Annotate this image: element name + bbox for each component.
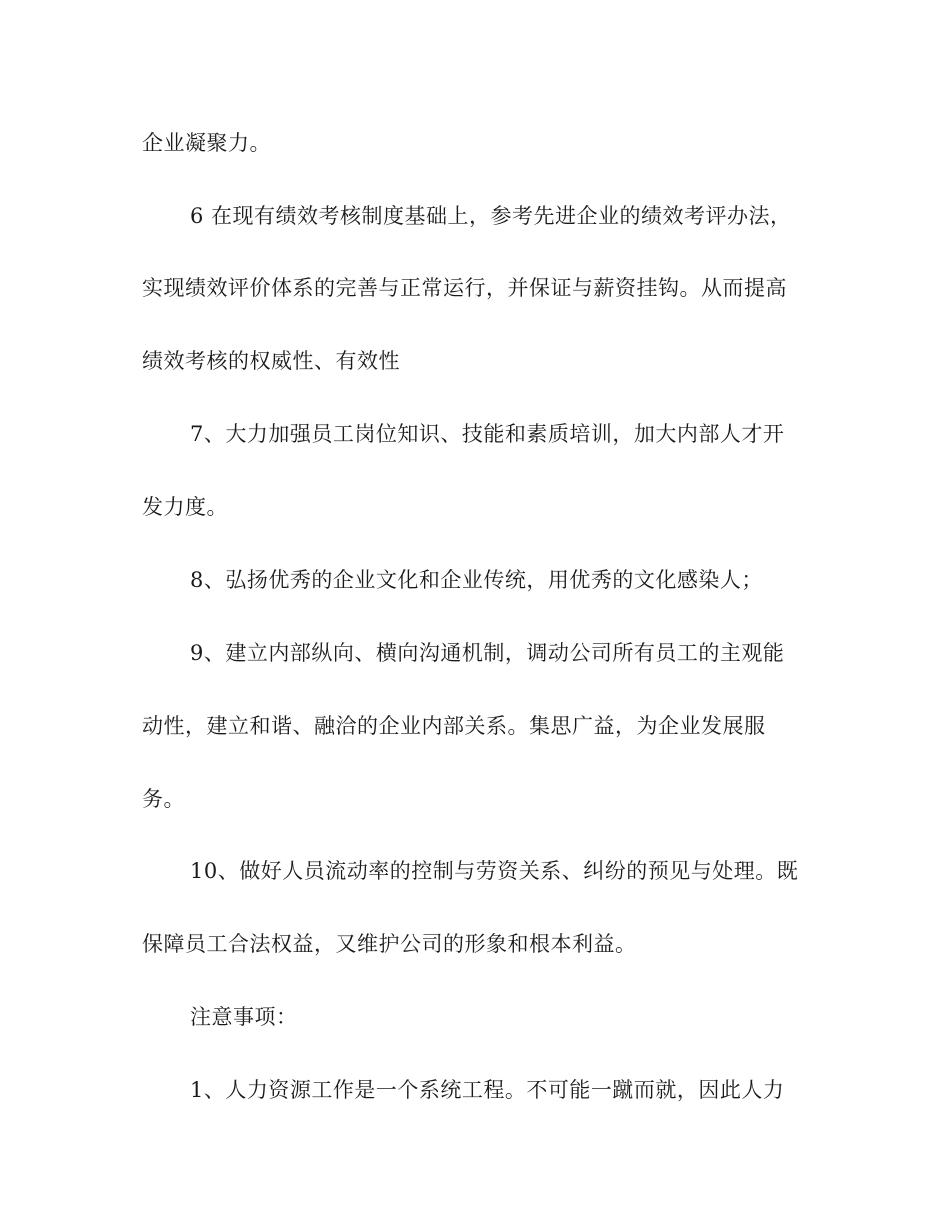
item-7-line-1: 7、大力加强员工岗位知识、技能和素质培训，加大内部人才开 <box>190 422 785 446</box>
text-line-continuation: 企业凝聚力。 <box>142 131 271 155</box>
item-9-line-1: 9、建立内部纵向、横向沟通机制，调动公司所有员工的主观能 <box>190 641 785 665</box>
item-10-line-1: 10、做好人员流动率的控制与劳资关系、纠纷的预见与处理。既 <box>190 859 799 883</box>
note-1-line-1: 1、人力资源工作是一个系统工程。不可能一蹴而就，因此人力 <box>190 1078 785 1102</box>
item-6-line-2: 实现绩效评价体系的完善与正常运行，并保证与薪资挂钩。从而提高 <box>142 276 787 300</box>
item-8-line-1: 8、弘扬优秀的企业文化和企业传统，用优秀的文化感染人； <box>190 568 763 592</box>
item-9-line-3: 务。 <box>142 787 185 811</box>
item-10-line-2: 保障员工合法权益，又维护公司的形象和根本利益。 <box>142 932 637 956</box>
notes-heading: 注意事项： <box>190 1005 298 1029</box>
item-7-line-2: 发力度。 <box>142 495 228 519</box>
item-6-line-3: 绩效考核的权威性、有效性 <box>142 349 400 373</box>
item-9-line-2: 动性，建立和谐、融洽的企业内部关系。集思广益，为企业发展服 <box>142 714 766 738</box>
item-6-line-1: 6 在现有绩效考核制度基础上，参考先进企业的绩效考评办法， <box>190 204 792 228</box>
